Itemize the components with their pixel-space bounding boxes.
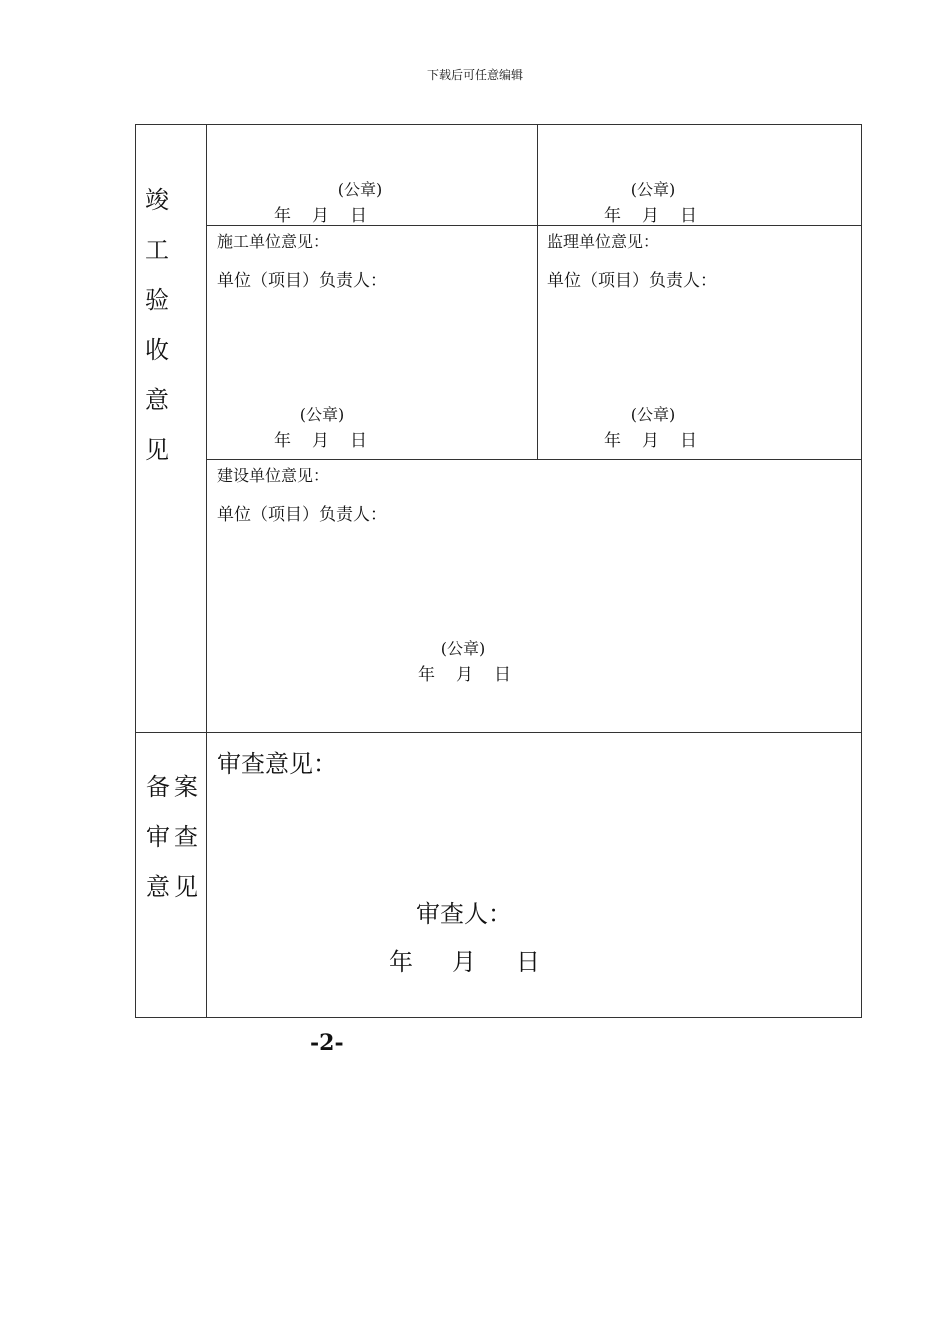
- date-line: 年 月 日: [274, 431, 367, 451]
- seal-label: (公章): [440, 639, 486, 658]
- middle-column-divider: [537, 124, 538, 460]
- review-section-label: [146, 762, 202, 912]
- seal-label: (公章): [337, 180, 383, 199]
- table-bottom-border: [135, 1017, 862, 1018]
- header-note: 下载后可任意编辑: [426, 68, 523, 82]
- label-char: 竣: [145, 186, 169, 214]
- label-line: 意见: [146, 873, 202, 901]
- review-opinion-title: 审查意见：: [217, 750, 337, 778]
- section-divider: [135, 732, 862, 733]
- table-right-border: [861, 124, 862, 1018]
- completion-section-label: [142, 175, 172, 475]
- owner-opinion-title: 建设单位意见：: [217, 466, 330, 485]
- date-line: 年 月 日: [604, 206, 697, 226]
- table-top-border: [135, 124, 862, 125]
- label-char: 意: [145, 386, 169, 414]
- seal-label: (公章): [630, 180, 676, 199]
- seal-label: (公章): [299, 405, 345, 424]
- label-line: 备案: [146, 773, 202, 801]
- construction-opinion-title: 施工单位意见：: [217, 232, 330, 251]
- label-line: 审查: [146, 823, 202, 851]
- row-divider-2: [206, 459, 862, 460]
- label-char: 工: [145, 236, 169, 264]
- date-line: 年 月 日: [604, 431, 697, 451]
- supervision-opinion-title: 监理单位意见：: [547, 232, 660, 251]
- reviewer-label: 审查人：: [416, 900, 512, 928]
- page-number: -2-: [310, 1030, 344, 1056]
- seal-label: (公章): [630, 405, 676, 424]
- label-char: 收: [145, 336, 169, 364]
- label-column-divider: [206, 124, 207, 1018]
- label-char: 见: [145, 436, 169, 464]
- table-left-border: [135, 124, 136, 1018]
- label-char: 验: [145, 286, 169, 314]
- date-line: 年 月 日: [418, 665, 511, 685]
- construction-person-label: 单位（项目）负责人：: [217, 271, 387, 291]
- owner-person-label: 单位（项目）负责人：: [217, 505, 387, 525]
- date-line: 年 月 日: [274, 206, 367, 226]
- supervision-person-label: 单位（项目）负责人：: [547, 271, 717, 291]
- review-date-line: 年 月 日: [389, 948, 540, 976]
